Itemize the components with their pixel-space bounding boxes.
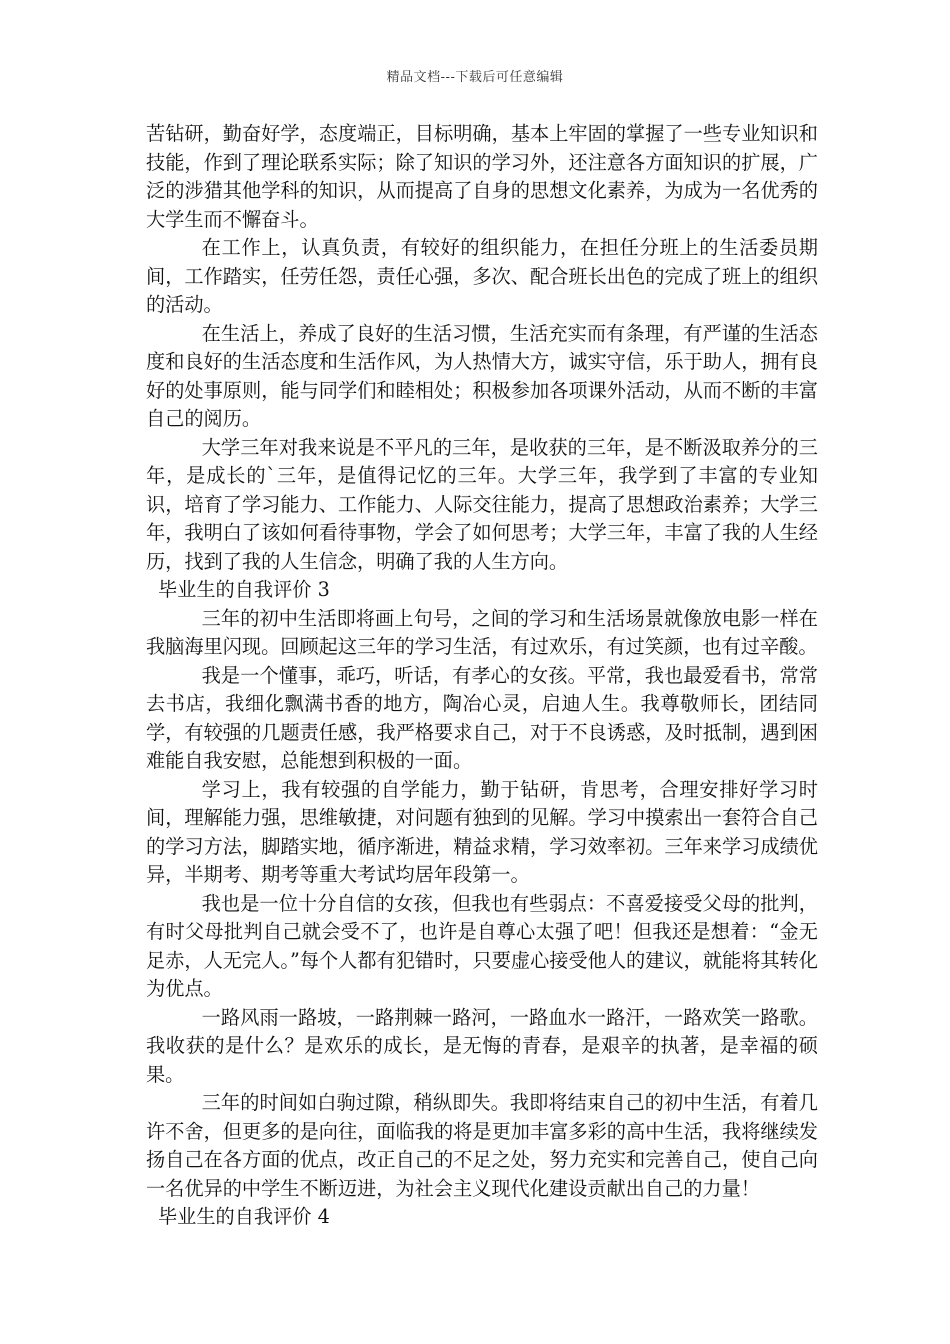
body-paragraph: 苦钻研，勤奋好学，态度端正，目标明确，基本上牢固的掌握了一些专业知识和技能，作到了理论联系实际；除了知识的学习外，还注意各方面知识的扩展，广泛的涉猎其他学科的知识，从而提高了自身的思想文化素养，为成为一名优秀的大学生而不懈奋斗。 <box>146 122 818 231</box>
body-paragraph: 我是一个懂事，乖巧，听话，有孝心的女孩。平常，我也最爱看书，常常去书店，我细化飘满书香的地方，陶冶心灵，启迪人生。我尊敬师长，团结同学，有较强的几题责任感，我严格要求自己，对于不良诱惑，及时抵制，遇到困难能自我安慰，总能想到积极的一面。 <box>146 663 818 772</box>
section-heading: 毕业生的自我评价 4 <box>158 1205 330 1228</box>
page-header: 精品文档---下载后可任意编辑 <box>386 70 564 85</box>
body-paragraph: 三年的时间如白驹过隙，稍纵即失。我即将结束自己的初中生活，有着几许不舍，但更多的是向往，面临我的将是更加丰富多彩的高中生活，我将继续发扬自己在各方面的优点，改正自己的不足之处，努力充实和完善自己，使自己向一名优异的中学生不断迈进，为社会主义现代化建设贡献出自己的力量！ <box>146 1091 818 1200</box>
section-heading: 毕业生的自我评价 3 <box>158 578 330 601</box>
body-paragraph: 我也是一位十分自信的女孩，但我也有些弱点：不喜爱接受父母的批判，有时父母批判自己就会受不了，也许是自尊心太强了吧！但我还是想着：“金无足赤，人无完人。”每个人都有犯错时，只要虚心接受他人的建议，就能将其转化为优点。 <box>146 891 818 1000</box>
body-paragraph: 在工作上，认真负责，有较好的组织能力，在担任分班上的生活委员期间，工作踏实，任劳任怨，责任心强，多次、配合班长出色的完成了班上的组织的活动。 <box>146 236 818 316</box>
body-paragraph: 三年的初中生活即将画上句号，之间的学习和生活场景就像放电影一样在我脑海里闪现。回顾起这三年的学习生活，有过欢乐，有过笑颜，也有过辛酸。 <box>146 606 818 658</box>
body-paragraph: 一路风雨一路坡，一路荆棘一路河，一路血水一路汗，一路欢笑一路歌。我收获的是什么？是欢乐的成长，是无悔的青春，是艰辛的执著，是幸福的硕果。 <box>146 1005 818 1086</box>
document-body <box>146 120 818 1232</box>
body-paragraph: 学习上，我有较强的自学能力，勤于钻研，肯思考，合理安排好学习时间，理解能力强，思维敏捷，对问题有独到的见解。学习中摸索出一套符合自己的学习方法，脚踏实地，循序渐进，精益求精，学习效率初。三年来学习成绩优异，半期考、期考等重大考试均居年段第一。 <box>146 777 818 886</box>
body-paragraph: 大学三年对我来说是不平凡的三年，是收获的三年，是不断汲取养分的三年，是成长的`三年，是值得记忆的三年。大学三年，我学到了丰富的专业知识，培育了学习能力、工作能力、人际交往能力，提高了思想政治素养；大学三年，我明白了该如何看待事物，学会了如何思考；大学三年，丰富了我的人生经历，找到了我的人生信念，明确了我的人生方向。 <box>146 435 818 573</box>
body-paragraph: 在生活上，养成了良好的生活习惯，生活充实而有条理，有严谨的生活态度和良好的生活态度和生活作风，为人热情大方，诚实守信，乐于助人，拥有良好的处事原则，能与同学们和睦相处；积极参加各项课外活动，从而不断的丰富自己的阅历。 <box>146 321 818 430</box>
